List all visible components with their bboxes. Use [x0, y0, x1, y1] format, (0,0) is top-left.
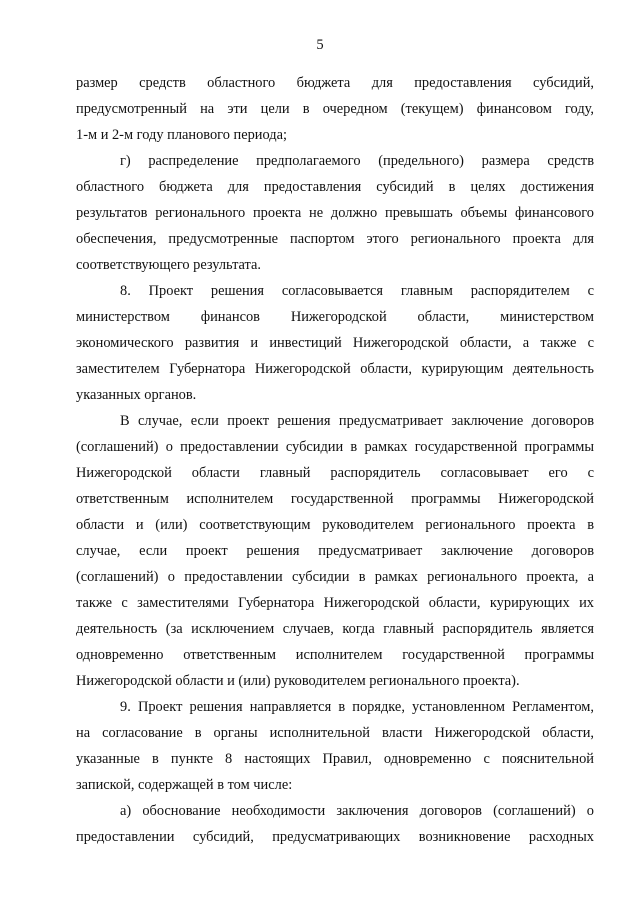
- text-line: Нижегородской области и (или) руководителем регионального проекта).: [76, 673, 520, 689]
- text-line: областного бюджета для предоставления субсидий в целях достижения: [76, 179, 594, 195]
- text-line: результатов регионального проекта не должно превышать объемы финансового: [76, 205, 594, 221]
- text-line: указанных органов.: [76, 387, 197, 403]
- paragraph-continuation: [76, 70, 594, 148]
- text-line: ответственным исполнителем государственной программы Нижегородской: [76, 491, 594, 507]
- text-line: предоставлении субсидий, предусматривающих возникновение расходных: [76, 829, 594, 845]
- text-line: одновременно ответственным исполнителем государственной программы: [76, 647, 594, 663]
- text-line: 1-м и 2-м году планового периода;: [76, 127, 287, 143]
- text-line: деятельность (за исключением случаев, когда главный распорядитель является: [76, 621, 594, 637]
- text-line: указанные в пункте 8 настоящих Правил, одновременно с пояснительной: [76, 751, 594, 767]
- text-line: на согласование в органы исполнительной власти Нижегородской области,: [76, 725, 594, 741]
- text-line: (соглашений) о предоставлении субсидии в рамках государственной программы: [76, 439, 594, 455]
- text-line: запиской, содержащей в том числе:: [76, 777, 293, 793]
- document-body: [76, 70, 594, 850]
- paragraph-case: [76, 408, 594, 694]
- text-line: В случае, если проект решения предусматривает заключение договоров: [120, 413, 594, 429]
- text-line: министерством финансов Нижегородской области, министерством: [76, 309, 594, 325]
- paragraph-item-a: [76, 798, 594, 850]
- text-line: 8. Проект решения согласовывается главным распорядителем с: [120, 283, 594, 299]
- paragraph-item-g: [76, 148, 594, 278]
- paragraph-item-8: [76, 278, 594, 408]
- paragraph-item-9: [76, 694, 594, 798]
- text-line: случае, если проект решения предусматривает заключение договоров: [76, 543, 594, 559]
- text-line: Нижегородской области главный распорядитель согласовывает его с: [76, 465, 594, 481]
- text-line: (соглашений) о предоставлении субсидии в рамках регионального проекта, а: [76, 569, 594, 585]
- text-line: соответствующего результата.: [76, 257, 261, 273]
- text-line: области и (или) соответствующим руководителем регионального проекта в: [76, 517, 594, 533]
- text-line: 9. Проект решения направляется в порядке, установленном Регламентом,: [120, 699, 594, 715]
- text-line: также с заместителями Губернатора Нижегородской области, курирующих их: [76, 595, 594, 611]
- text-line: а) обоснование необходимости заключения договоров (соглашений) о: [120, 803, 594, 819]
- text-line: г) распределение предполагаемого (предельного) размера средств: [120, 153, 594, 169]
- text-line: заместителем Губернатора Нижегородской области, курирующим деятельность: [76, 361, 594, 377]
- text-line: обеспечения, предусмотренные паспортом этого регионального проекта для: [76, 231, 594, 247]
- text-line: экономического развития и инвестиций Нижегородской области, а также с: [76, 335, 594, 351]
- text-line: размер средств областного бюджета для предоставления субсидий,: [76, 75, 594, 91]
- page-number: 5: [316, 37, 324, 53]
- text-line: предусмотренный на эти цели в очередном (текущем) финансовом году,: [76, 101, 594, 117]
